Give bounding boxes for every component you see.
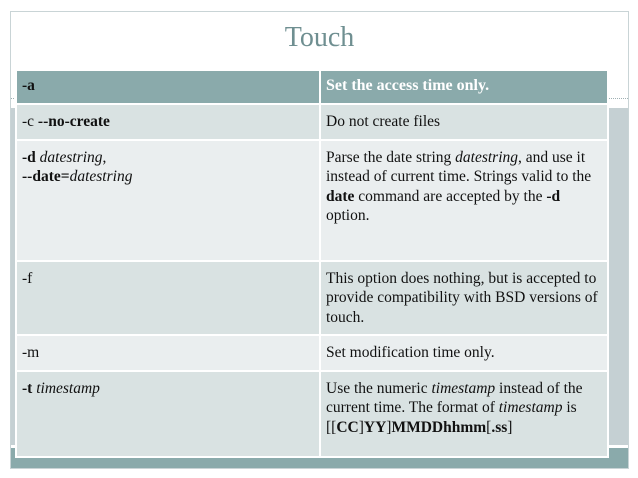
text-run: ,	[102, 148, 107, 166]
text-run: datestring	[69, 168, 133, 185]
text-run: -m	[22, 344, 40, 361]
text-run: [[	[326, 418, 337, 436]
table-row	[16, 140, 608, 261]
text-run: [	[486, 418, 492, 436]
text-run: -c	[22, 113, 38, 130]
text-run: -t	[22, 379, 33, 397]
description-cell	[320, 371, 608, 457]
text-run: Do not create files	[326, 113, 441, 130]
description-cell	[320, 70, 608, 104]
slide-title: Touch	[284, 22, 355, 53]
text-run: --no-create	[37, 113, 110, 130]
table-row	[16, 261, 608, 336]
text-run: datestring	[39, 148, 103, 166]
text-run: -a	[22, 77, 35, 94]
description-cell	[320, 140, 608, 261]
option-cell	[16, 140, 320, 261]
table-row	[16, 335, 608, 371]
option-cell	[16, 104, 320, 140]
text-run: Set the access time only.	[326, 77, 490, 94]
text-run: CC	[336, 418, 359, 436]
text-run: , and use it instead of current time. Strings valid to the	[326, 148, 592, 185]
text-run: option.	[326, 207, 370, 224]
option-cell	[16, 261, 320, 336]
text-run: ]	[386, 418, 392, 436]
option-cell	[16, 335, 320, 371]
table-row	[16, 104, 608, 140]
text-run: -f	[22, 269, 33, 287]
text-run: timestamp	[498, 399, 563, 416]
text-run: Use the numeric	[326, 379, 432, 397]
text-run: This option does nothing, but is accepted to provide compatibility with BSD versions of touch.	[326, 269, 598, 326]
option-cell	[16, 371, 320, 457]
options-table	[15, 69, 609, 458]
text-run: is	[562, 399, 577, 416]
table-row	[16, 371, 608, 457]
text-run: .ss	[491, 418, 508, 436]
text-run: instead of the current time. The format of	[326, 379, 583, 416]
text-run: timestamp	[36, 379, 100, 397]
text-run: Parse the date string	[326, 148, 456, 166]
text-run: ]	[358, 418, 364, 436]
text-run: MMDDhhmm	[391, 418, 487, 436]
table-header-row	[16, 70, 608, 104]
option-cell	[16, 70, 320, 104]
text-run: timestamp	[431, 379, 496, 397]
description-cell	[320, 335, 608, 371]
text-run: Set modification time only.	[326, 344, 495, 361]
text-run: datestring	[455, 148, 519, 166]
text-run: command are accepted by the	[354, 187, 547, 205]
text-run: ]	[507, 418, 513, 436]
text-run: YY	[363, 418, 387, 436]
description-cell	[320, 104, 608, 140]
description-cell	[320, 261, 608, 336]
text-run: --date=	[22, 168, 70, 185]
text-run: -d	[22, 148, 36, 166]
text-run: date	[326, 187, 355, 205]
text-run: -d	[546, 187, 561, 205]
